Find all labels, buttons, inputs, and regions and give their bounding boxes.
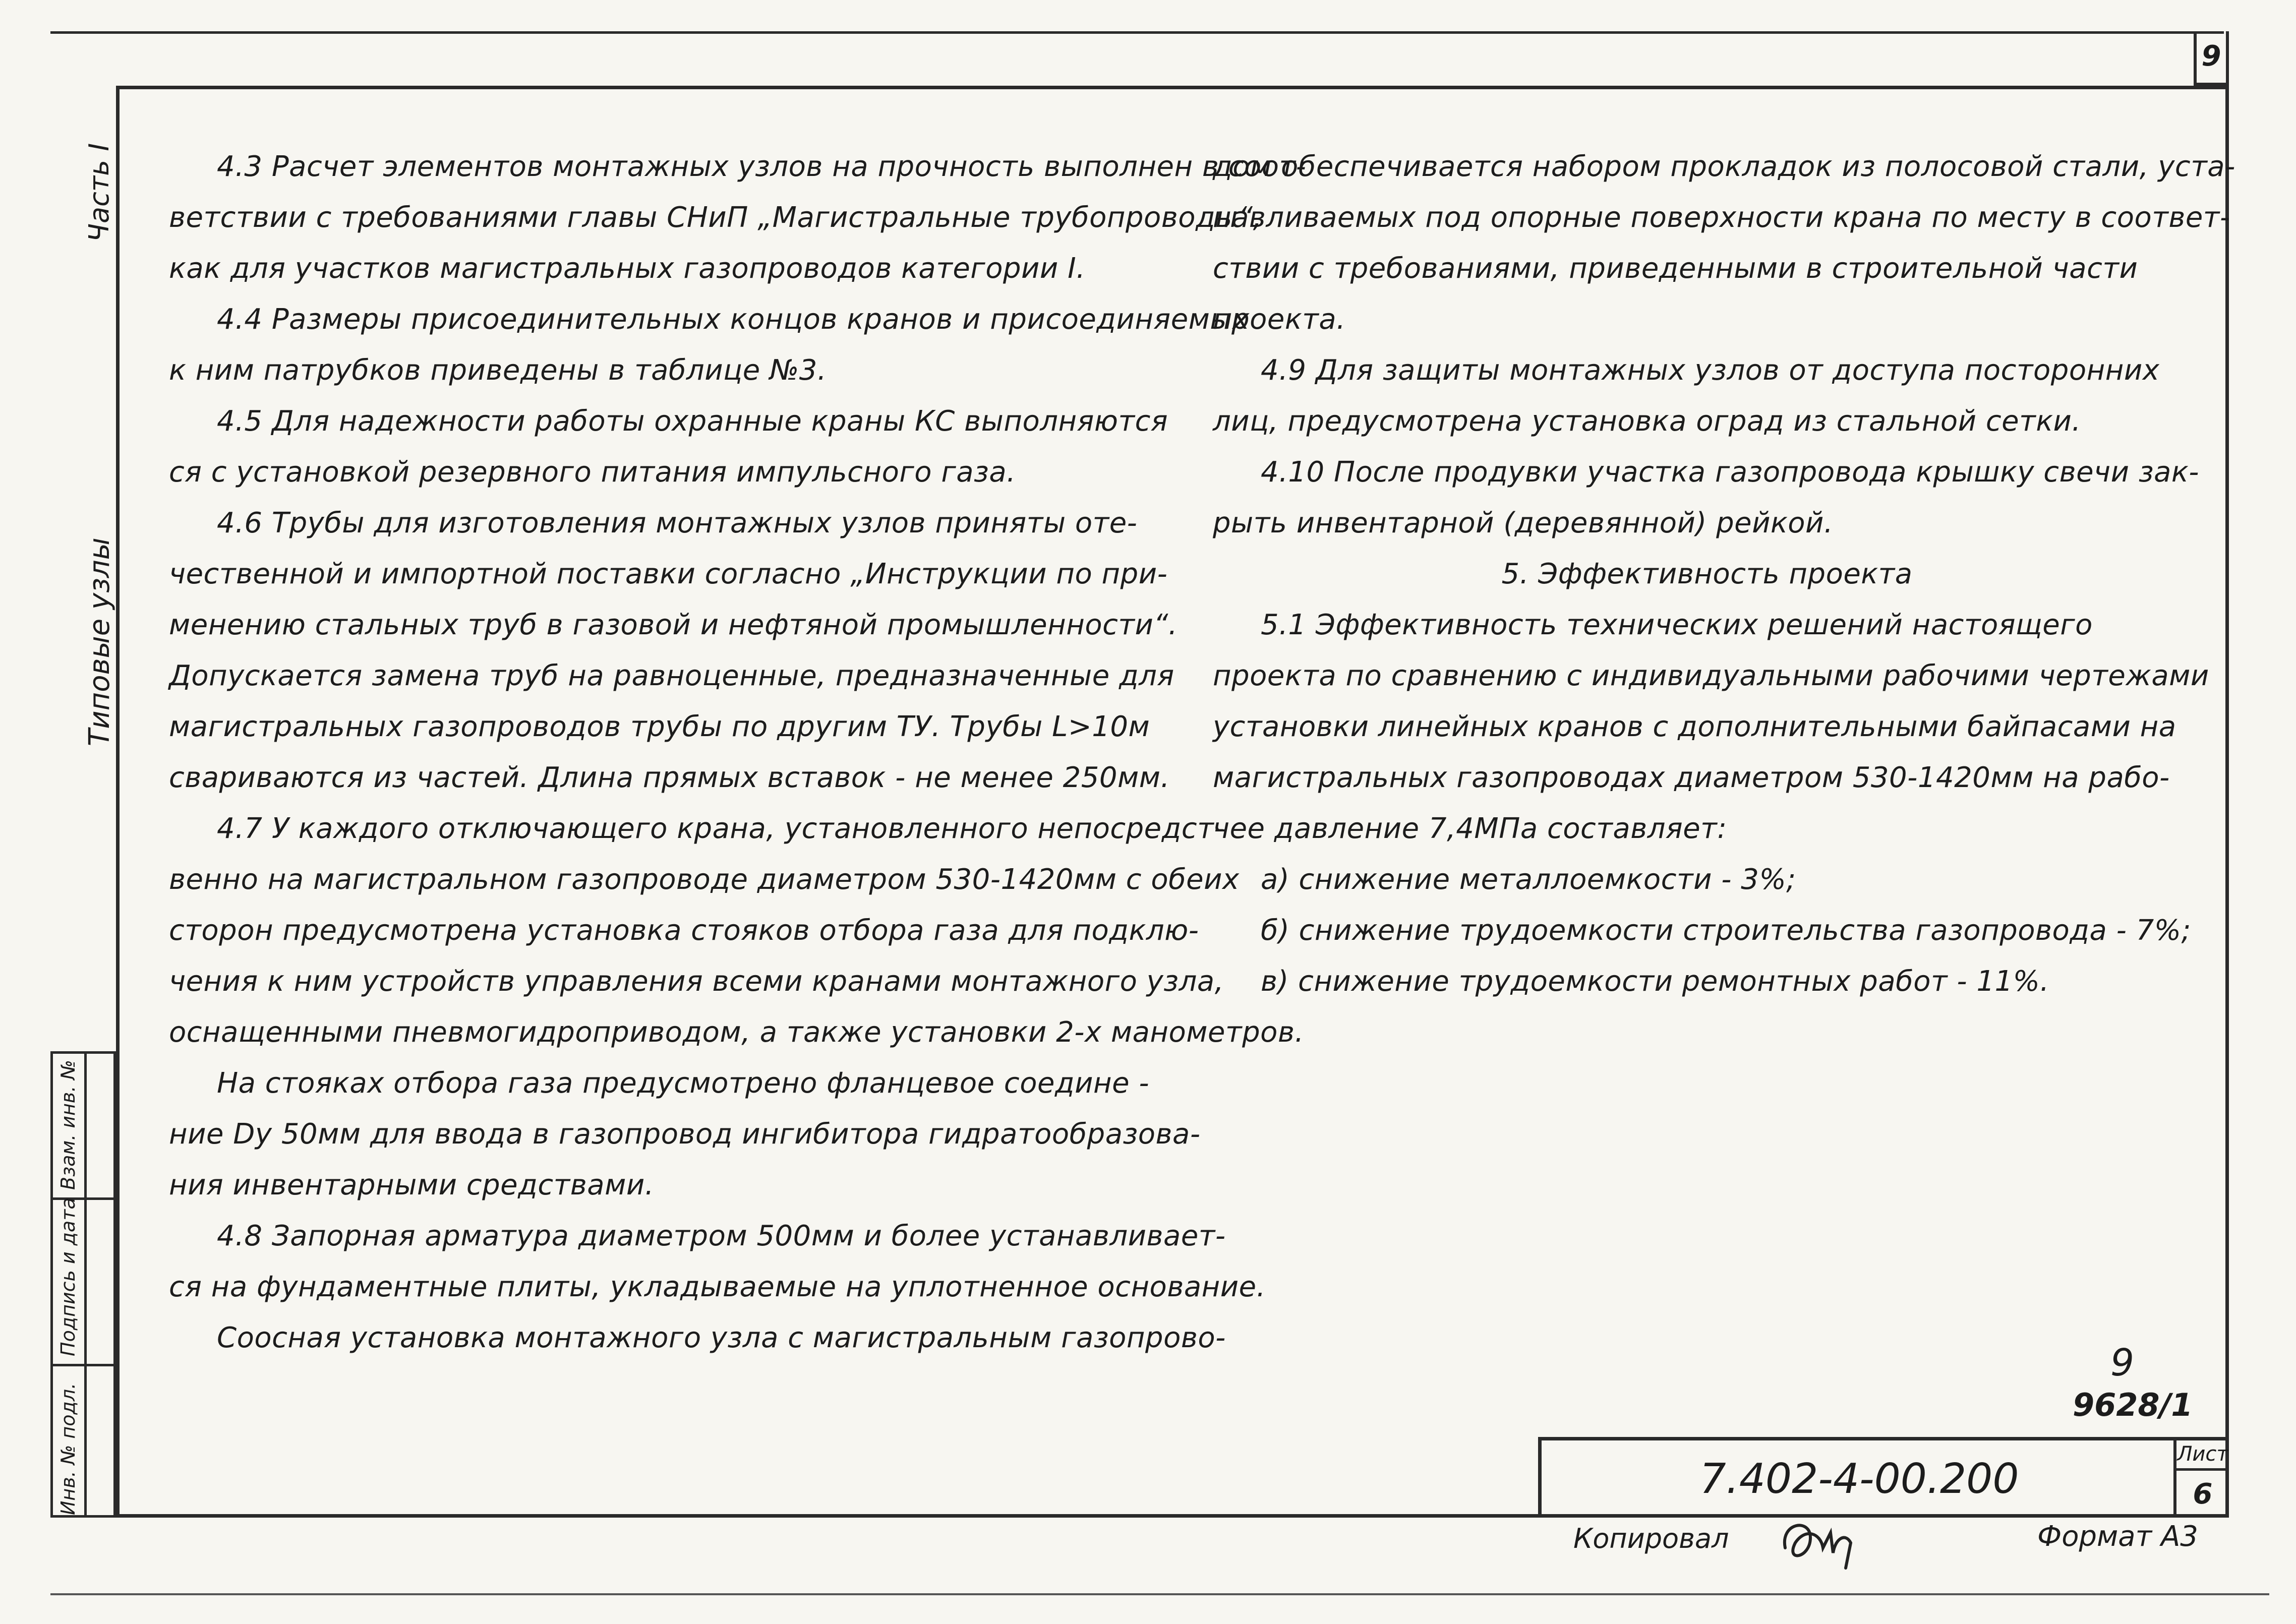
text-line: ствии с требованиями, приведенными в строительной части: [1213, 252, 2138, 285]
left-signature-strip: [50, 1051, 116, 1518]
text-line: как для участков магистральных газопроводов категории I.: [169, 252, 1086, 285]
title-stamp: [1538, 1437, 2229, 1518]
strip-cell-inv-no: Инв. № подл.: [57, 1382, 79, 1515]
list-item: а) снижение металлоемкости - 3%;: [1261, 863, 1796, 896]
text-line: чее давление 7,4МПа составляет:: [1213, 812, 1727, 845]
strip-cell-line: [53, 1364, 113, 1366]
text-line: На стояках отбора газа предусмотрено фланцевое соедине -: [217, 1067, 1150, 1100]
copied-label: Копировал: [1573, 1523, 1729, 1554]
text-line: навливаемых под опорные поверхности крана по месту в соответ-: [1213, 201, 2230, 234]
text-line: ние Dy 50мм для ввода в газопровод ингибитора гидратообразова-: [169, 1118, 1201, 1151]
text-line: проекта по сравнению с индивидуальными рабочими чертежами: [1213, 659, 2209, 692]
right-text-column: [1213, 141, 2235, 1007]
document-code: 7.402-4-00.200: [1699, 1455, 2019, 1503]
strip-divider: [84, 1054, 87, 1515]
text-line: дом обеспечивается набором прокладок из полосовой стали, уста-: [1213, 150, 2235, 183]
text-line: сторон предусмотрена установка стояков отбора газа для подклю-: [169, 914, 1199, 947]
list-item: б) снижение трудоемкости строительства газопровода - 7%;: [1261, 914, 2191, 947]
text-line: ся с установкой резервного питания импульсного газа.: [169, 456, 1016, 489]
top-border-line: [50, 31, 2224, 34]
text-line: чественной и импортной поставки согласно „Инструкции по при-: [169, 558, 1168, 590]
text-line: 4.9 Для защиты монтажных узлов от доступа посторонних: [1261, 354, 2160, 387]
text-line: свариваются из частей. Длина прямых вставок - не менее 250мм.: [169, 761, 1170, 794]
list-item: в) снижение трудоемкости ремонтных работ - 11%.: [1261, 965, 2049, 998]
text-line: лиц, предусмотрена установка оград из стальной сетки.: [1213, 405, 2081, 438]
text-line: 4.6 Трубы для изготовления монтажных узлов приняты оте-: [217, 507, 1138, 539]
section-heading: 5. Эффективность проекта: [1501, 558, 1913, 590]
format-label: Формат А3: [2037, 1520, 2198, 1553]
text-line: 4.4 Размеры присоединительных концов кранов и присоединяемых: [217, 303, 1250, 336]
text-line: установки линейных кранов с дополнительными байпасами на: [1213, 710, 2176, 743]
section-title-vertical: Типовые узлы: [83, 537, 116, 746]
text-line: 4.10 После продувки участка газопровода крышку свечи зак-: [1261, 456, 2199, 489]
text-line: 5.1 Эффективность технических решений настоящего: [1261, 609, 2093, 641]
text-line: магистральных газопроводов трубы по другим ТУ. Трубы L>10м: [169, 710, 1150, 743]
sheet-box: [2173, 1440, 2229, 1518]
corner-sheet-number: 9: [2194, 31, 2229, 86]
sheet-number: 6: [2193, 1478, 2213, 1511]
text-line: ветствии с требованиями главы СНиП „Магистральные трубопроводы“,: [169, 201, 1262, 234]
text-line: 4.7 У каждого отключающего крана, установленного непосредст-: [217, 812, 1224, 845]
sheet-label: Лист: [2176, 1440, 2229, 1471]
text-line: чения к ним устройств управления всеми кранами монтажного узла,: [169, 965, 1224, 998]
text-line: ния инвентарными средствами.: [169, 1169, 655, 1201]
text-line: Соосная установка монтажного узла с магистральным газопрово-: [217, 1321, 1226, 1354]
part-label: Часть I: [83, 143, 115, 242]
strip-cell-replace-inv: Взам. инв. №: [57, 1059, 79, 1190]
text-line: магистральных газопроводах диаметром 530-1420мм на рабо-: [1213, 761, 2170, 794]
text-line: проекта.: [1213, 303, 1346, 336]
text-line: к ним патрубков приведены в таблице №3.: [169, 354, 827, 387]
text-line: Допускается замена труб на равноценные, предназначенные для: [169, 659, 1174, 692]
text-line: венно на магистральном газопроводе диаметром 530-1420мм с обеих: [169, 863, 1240, 896]
handwritten-page-number: 9: [2110, 1341, 2135, 1385]
archive-number: 9628/1: [2073, 1387, 2193, 1423]
bottom-trim-line: [50, 1593, 2269, 1595]
strip-cell-signature: Подпись и дата: [57, 1197, 79, 1356]
text-line: 4.3 Расчет элементов монтажных узлов на прочность выполнен в соот-: [217, 150, 1307, 183]
text-line: менению стальных труб в газовой и нефтяной промышленности“.: [169, 609, 1178, 641]
text-line: 4.5 Для надежности работы охранные краны КС выполняются: [217, 405, 1168, 438]
text-line: 4.8 Запорная арматура диаметром 500мм и более устанавливает-: [217, 1220, 1226, 1252]
signature-icon: [1775, 1513, 1866, 1573]
text-line: рыть инвентарной (деревянной) рейкой.: [1213, 507, 1834, 539]
text-line: ся на фундаментные плиты, укладываемые на уплотненное основание.: [169, 1271, 1266, 1303]
text-line: оснащенными пневмогидроприводом, а также установки 2-х манометров.: [169, 1016, 1304, 1049]
